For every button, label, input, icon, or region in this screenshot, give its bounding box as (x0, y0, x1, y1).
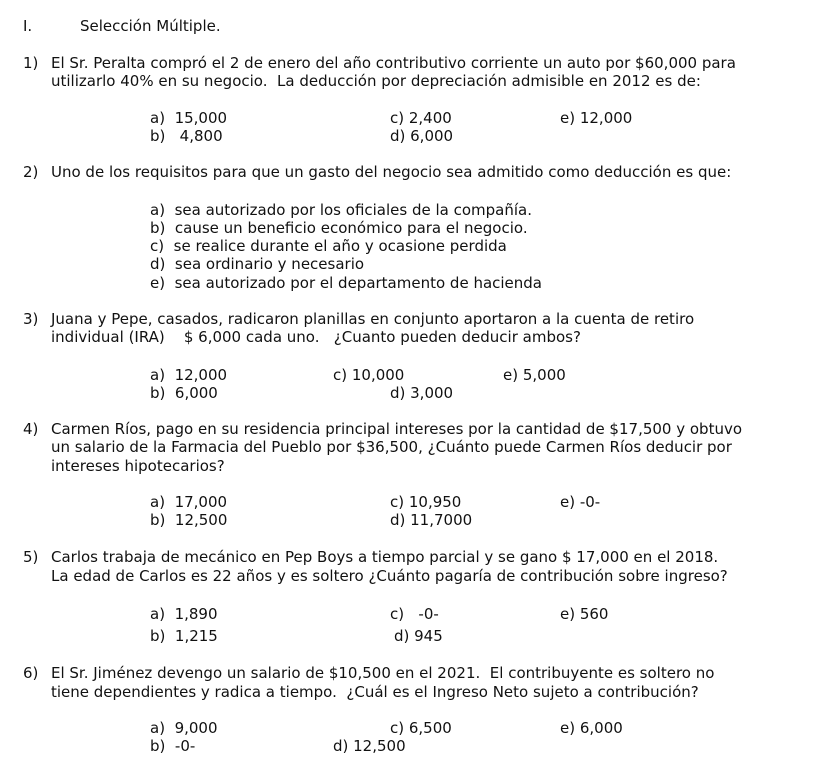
option-c: c) -0- (390, 605, 439, 623)
question-number: 5) (23, 548, 39, 566)
option-d: d) 11,7000 (390, 511, 473, 529)
question-text-line: Juana y Pepe, casados, radicaron planillas en conjunto aportaron a la cuenta de retiro (51, 310, 695, 328)
option-d: d) sea ordinario y necesario (150, 255, 365, 273)
question-number: 1) (23, 54, 39, 72)
option-e: e) -0- (560, 493, 601, 511)
question-text-line: El Sr. Peralta compró el 2 de enero del año contributivo corriente un auto por $60,000 para (51, 54, 736, 72)
option-b: b) cause un beneficio económico para el negocio. (150, 219, 528, 237)
option-a: a) 12,000 (150, 366, 228, 384)
option-c: c) se realice durante el año y ocasione perdida (150, 237, 507, 255)
question-text-line: un salario de la Farmacia del Pueblo por $36,500, ¿Cuánto puede Carmen Ríos deducir por (51, 438, 732, 456)
option-e: e) 560 (560, 605, 609, 623)
option-a: a) 1,890 (150, 605, 218, 623)
option-b: b) -0- (150, 737, 196, 755)
question-text-line: tiene dependientes y radica a tiempo. ¿Cuál es el Ingreso Neto sujeto a contribución? (51, 683, 699, 701)
option-c: c) 10,950 (390, 493, 462, 511)
option-b: b) 1,215 (150, 627, 218, 645)
option-c: c) 10,000 (333, 366, 405, 384)
question-text-line: utilizarlo 40% en su negocio. La deducción por depreciación admisible en 2012 es de: (51, 72, 701, 90)
option-a: a) 9,000 (150, 719, 218, 737)
option-e: e) sea autorizado por el departamento de hacienda (150, 274, 542, 292)
option-d: d) 6,000 (390, 127, 454, 145)
question-text-line: intereses hipotecarios? (51, 457, 225, 475)
question-text-line: La edad de Carlos es 22 años y es soltero ¿Cuánto pagaría de contribución sobre ingreso? (51, 567, 728, 585)
option-b: b) 12,500 (150, 511, 228, 529)
question-number: 3) (23, 310, 39, 328)
question-number: 4) (23, 420, 39, 438)
option-d: d) 12,500 (333, 737, 406, 755)
option-e: e) 5,000 (503, 366, 566, 384)
section-numeral: I. (23, 17, 33, 35)
option-b: b) 4,800 (150, 127, 223, 145)
option-c: c) 2,400 (390, 109, 452, 127)
question-text-line: El Sr. Jiménez devengo un salario de $10,500 en el 2021. El contribuyente es soltero no (51, 664, 715, 682)
question-text-line: Carmen Ríos, pago en su residencia principal intereses por la cantidad de $17,500 y obtuvo (51, 420, 743, 438)
question-number: 6) (23, 664, 39, 682)
option-e: e) 6,000 (560, 719, 623, 737)
question-text-line: Uno de los requisitos para que un gasto del negocio sea admitido como deducción es que: (51, 163, 732, 181)
question-number: 2) (23, 163, 39, 181)
option-a: a) sea autorizado por los oficiales de la compañía. (150, 201, 533, 219)
question-text-line: Carlos trabaja de mecánico en Pep Boys a tiempo parcial y se gano $ 17,000 en el 2018. (51, 548, 719, 566)
option-e: e) 12,000 (560, 109, 633, 127)
option-c: c) 6,500 (390, 719, 452, 737)
section-title: Selección Múltiple. (80, 17, 221, 35)
option-b: b) 6,000 (150, 384, 218, 402)
option-a: a) 17,000 (150, 493, 228, 511)
option-d: d) 945 (394, 627, 443, 645)
option-d: d) 3,000 (390, 384, 454, 402)
option-a: a) 15,000 (150, 109, 228, 127)
question-text-line: individual (IRA) $ 6,000 cada uno. ¿Cuanto pueden deducir ambos? (51, 328, 581, 346)
